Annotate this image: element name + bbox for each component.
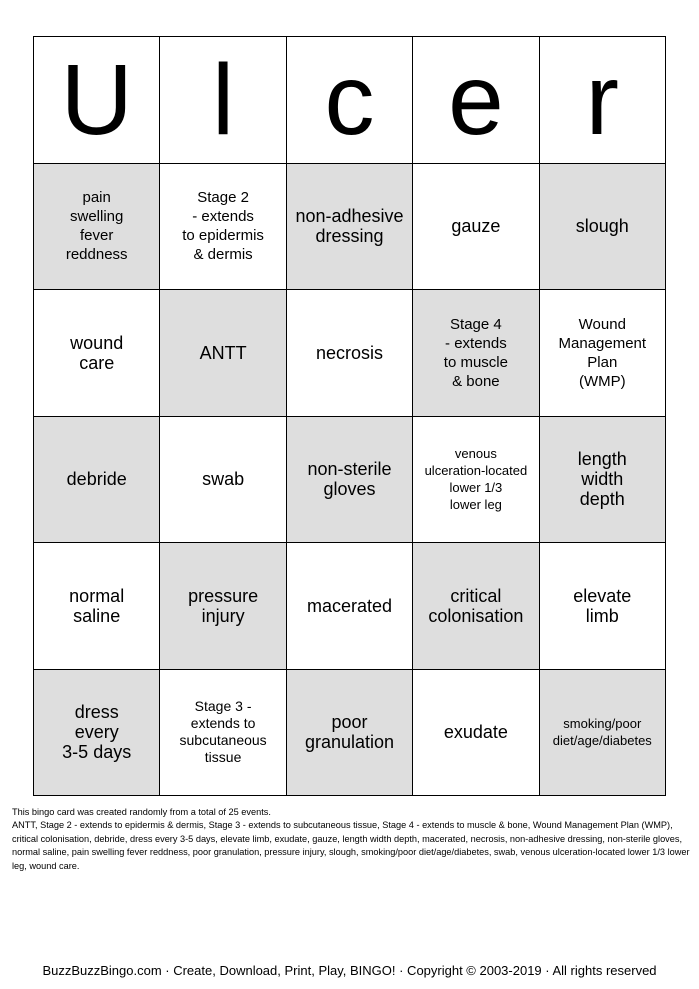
cell-text: Stage 3 - extends to subcutaneous tissue xyxy=(179,698,267,766)
header-cell-l xyxy=(160,37,286,164)
bingo-cell[interactable] xyxy=(287,670,413,797)
cell-text: dress every 3-5 days xyxy=(62,702,132,763)
bingo-cell[interactable] xyxy=(413,290,539,417)
bingo-cell[interactable] xyxy=(160,670,286,797)
bingo-cell[interactable] xyxy=(287,417,413,544)
cell-text: debride xyxy=(66,469,127,490)
cell-text: slough xyxy=(575,216,629,237)
cell-text: wound care xyxy=(70,332,124,373)
cell-text: elevate limb xyxy=(573,585,632,626)
site-footer: BuzzBuzzBingo.com · Create, Download, Print, Play, BINGO! · Copyright © 2003-2019 · All rights reserved xyxy=(42,963,657,978)
bingo-cell[interactable] xyxy=(160,543,286,670)
cell-text: venous ulceration-located lower 1/3 lower leg xyxy=(424,446,528,513)
info-events-list: ANTT, Stage 2 - extends to epidermis & dermis, Stage 3 - extends to subcutaneous tissue, Stage 4 - extends to muscle & bone, Wound Management Plan (WMP), critical colonisation, debride, dress every 3-5 days, elevate limb, exudate, gauze, length width depth, macerated, necrosis, non-adhesive dressing, non-sterile gloves, normal saline, pain swelling fever reddness, poor granulation, pressure injury, slough, smoking/poor diet/age/diabetes, swab, venous ulceration-located lower 1/3 lower leg, wound care. xyxy=(12,820,690,871)
bingo-cell[interactable] xyxy=(160,164,286,291)
cell-text: non-adhesive dressing xyxy=(295,206,404,247)
bingo-cell[interactable] xyxy=(160,290,286,417)
cell-text: macerated xyxy=(306,595,393,616)
bingo-cell[interactable] xyxy=(34,290,160,417)
header-letter: c xyxy=(324,43,375,156)
bingo-cell[interactable] xyxy=(287,290,413,417)
bingo-cell[interactable] xyxy=(540,164,666,291)
cell-text: normal saline xyxy=(69,585,125,626)
bingo-cell[interactable] xyxy=(540,543,666,670)
cell-text: necrosis xyxy=(315,342,383,363)
cell-text: ANTT xyxy=(199,342,247,363)
bingo-cell[interactable] xyxy=(413,164,539,291)
bingo-cell[interactable] xyxy=(34,543,160,670)
bingo-cell[interactable] xyxy=(413,543,539,670)
cell-text: poor granulation xyxy=(304,712,395,753)
bingo-cell[interactable] xyxy=(34,164,160,291)
bingo-cell[interactable] xyxy=(413,417,539,544)
cell-text: exudate xyxy=(443,722,508,743)
header-letter: e xyxy=(448,43,504,156)
header-cell-r xyxy=(540,37,666,164)
bingo-card xyxy=(33,36,666,796)
bingo-cell[interactable] xyxy=(34,670,160,797)
header-letter: r xyxy=(585,43,619,156)
header-cell-c xyxy=(287,37,413,164)
cell-text: gauze xyxy=(451,216,501,237)
cell-text: critical colonisation xyxy=(428,585,524,626)
header-cell-e xyxy=(413,37,539,164)
bingo-cell[interactable] xyxy=(287,543,413,670)
cell-text: pain swelling fever reddness xyxy=(65,189,128,264)
bingo-cell[interactable] xyxy=(540,417,666,544)
header-letter: l xyxy=(211,43,235,156)
cell-text: pressure injury xyxy=(188,585,259,626)
cell-text: non-sterile gloves xyxy=(307,459,392,500)
bingo-cell[interactable] xyxy=(413,670,539,797)
cell-text: Stage 2 - extends to epidermis & dermis xyxy=(182,189,264,264)
card-info xyxy=(12,806,692,873)
bingo-cell[interactable] xyxy=(34,417,160,544)
cell-text: length width depth xyxy=(577,449,627,510)
cell-text: swab xyxy=(202,469,245,490)
header-letter: U xyxy=(60,43,133,156)
header-cell-u xyxy=(34,37,160,164)
bingo-cell[interactable] xyxy=(160,417,286,544)
cell-text: Stage 4 - extends to muscle & bone xyxy=(443,315,508,390)
bingo-cell[interactable] xyxy=(540,670,666,797)
bingo-cell[interactable] xyxy=(540,290,666,417)
cell-text: Wound Management Plan (WMP) xyxy=(558,315,647,390)
info-summary: This bingo card was created randomly from a total of 25 events. xyxy=(12,807,271,817)
cell-text: smoking/poor diet/age/diabetes xyxy=(552,716,652,749)
bingo-cell[interactable] xyxy=(287,164,413,291)
